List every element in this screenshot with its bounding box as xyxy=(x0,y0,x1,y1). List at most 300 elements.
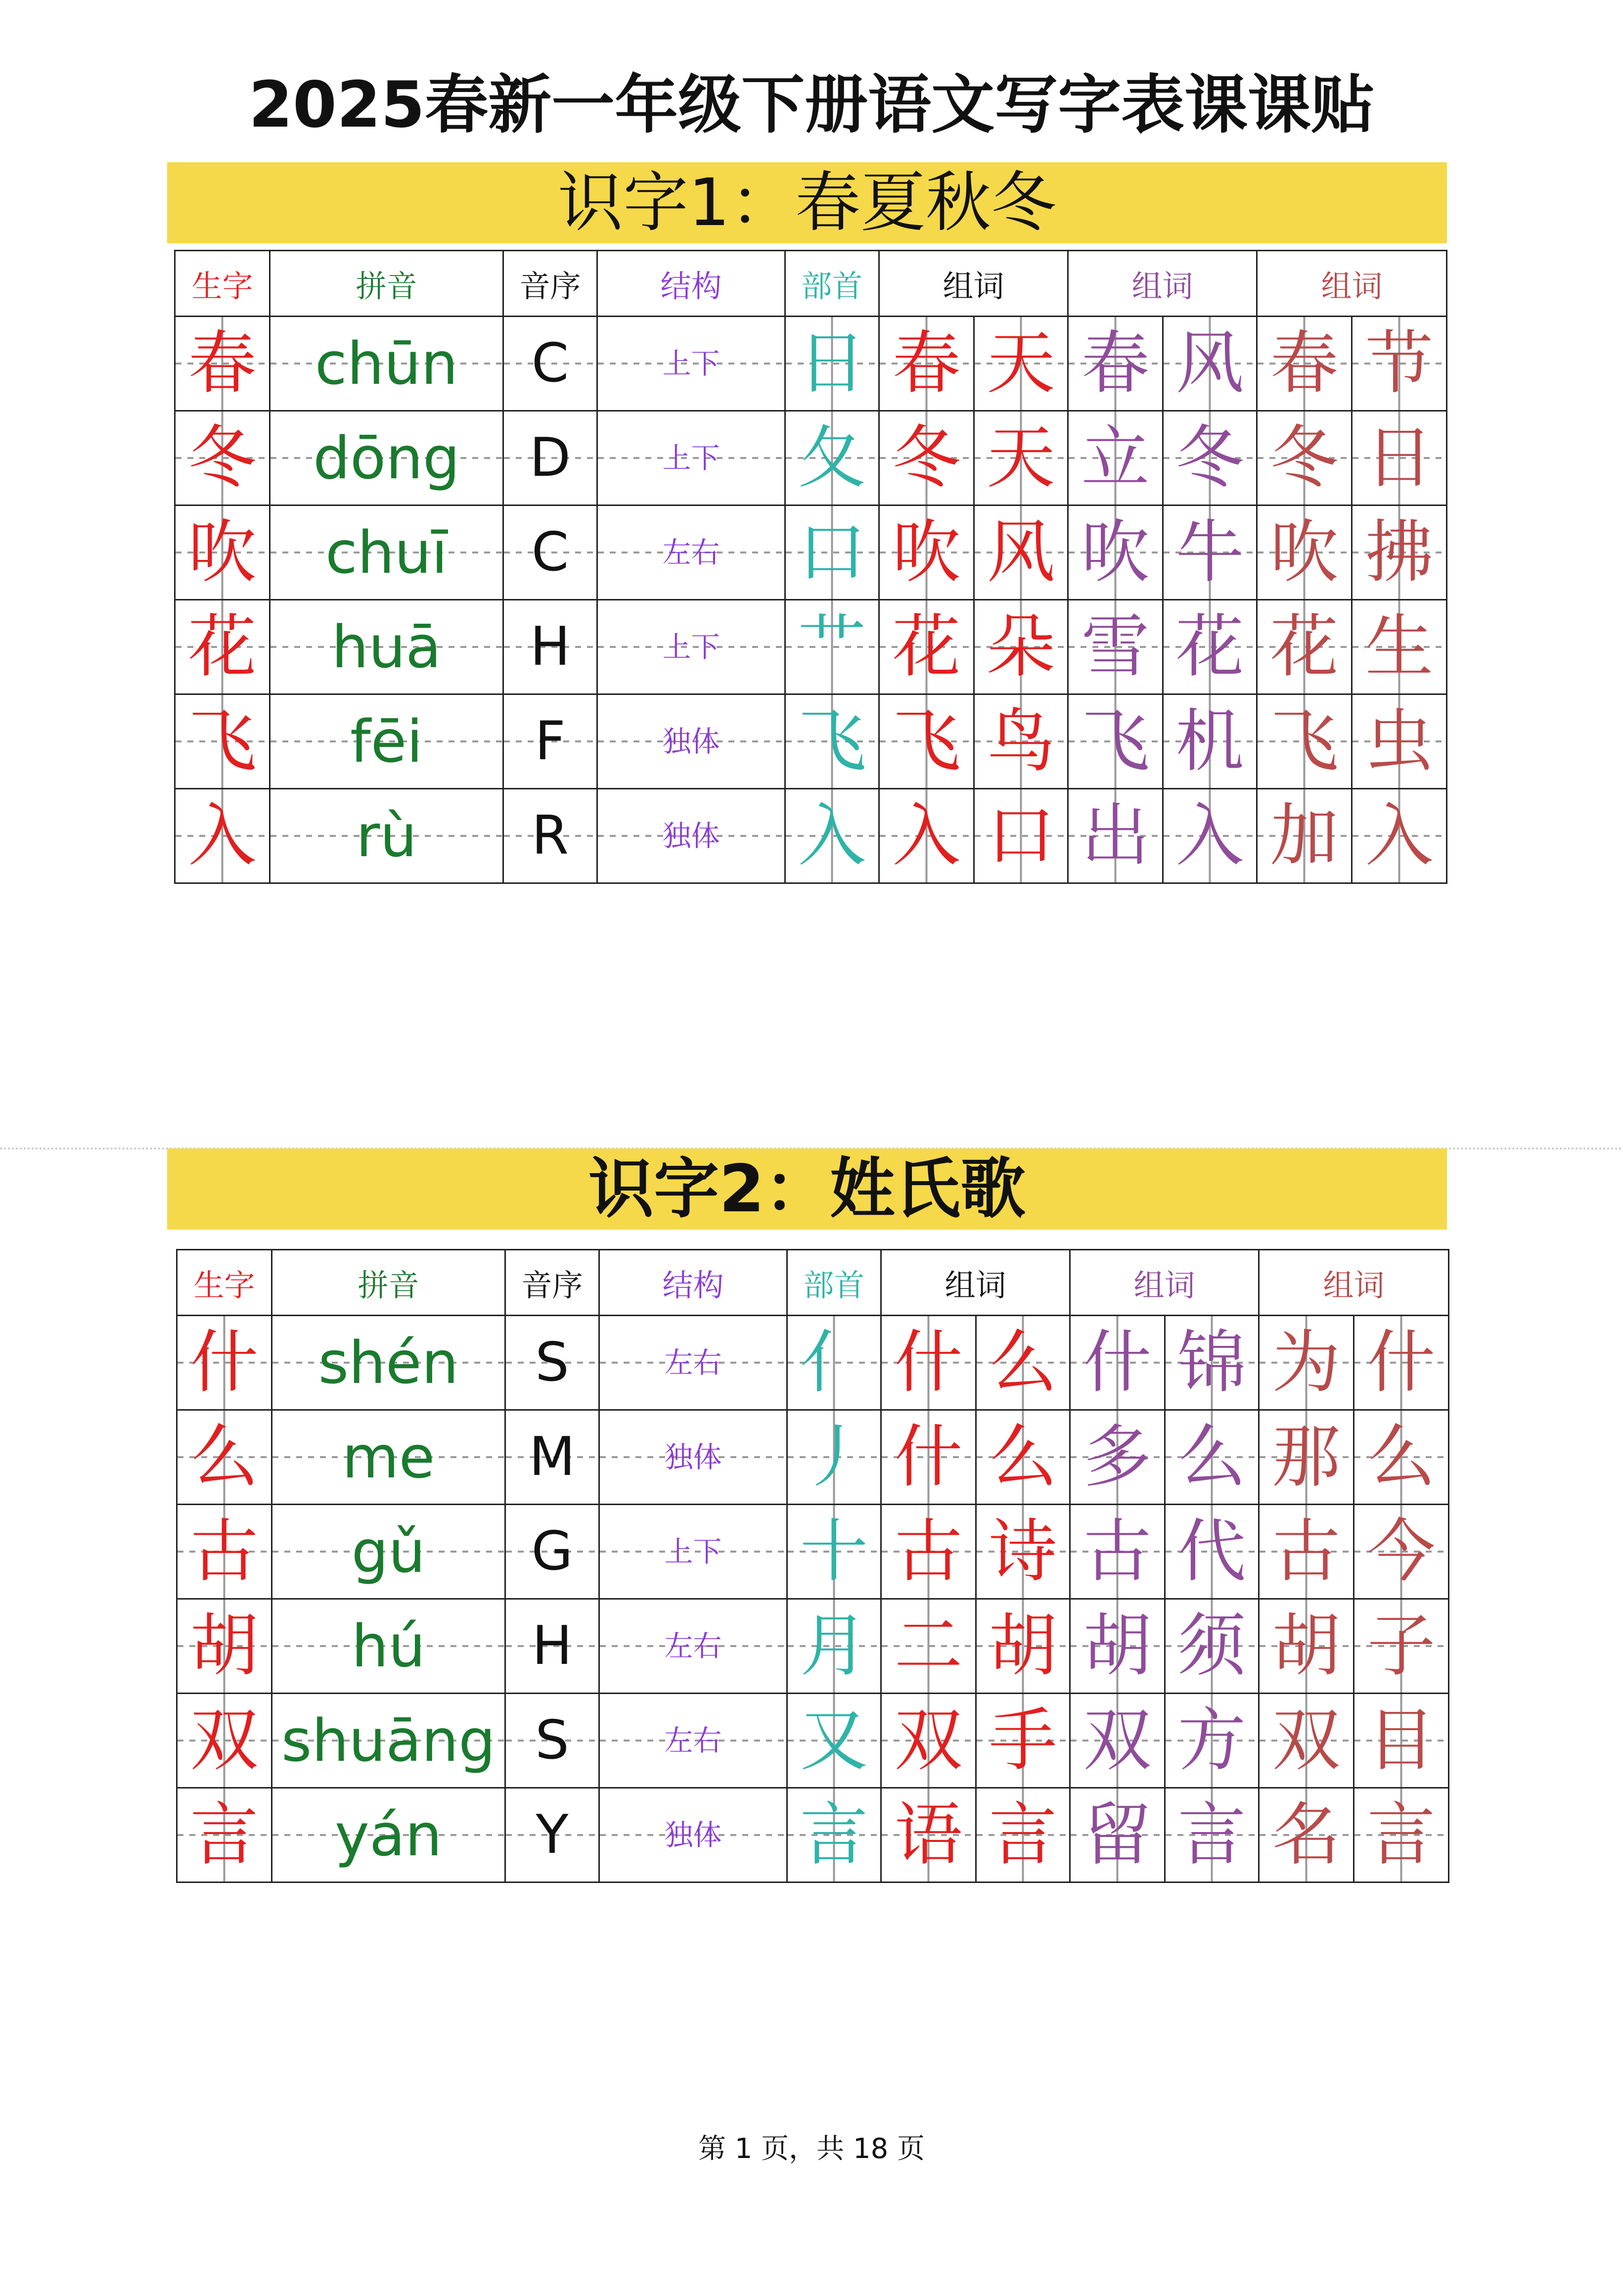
radical-cell xyxy=(787,1788,881,1883)
phonetic-order-cell xyxy=(503,694,597,789)
radical-cell-text: 言 xyxy=(800,1795,868,1875)
word-2-char-a-text: 出 xyxy=(1081,796,1150,875)
word-2-char-a xyxy=(1068,411,1163,505)
word-3-char-b xyxy=(1352,694,1447,789)
word-1-char-b xyxy=(976,1694,1070,1788)
word-3-char-b-text: 么 xyxy=(1367,1417,1436,1497)
word-1-char-a-text: 冬 xyxy=(892,418,961,498)
word-2-char-b xyxy=(1165,1599,1259,1694)
word-1-char-b xyxy=(976,1316,1070,1410)
word-1-char-b xyxy=(974,505,1068,600)
structure-cell xyxy=(599,1505,787,1599)
pinyin-cell xyxy=(272,1599,505,1694)
new-char-cell-text: 花 xyxy=(188,607,257,687)
word-3-char-a-text: 吹 xyxy=(1270,512,1339,592)
word-2-char-b-text: 须 xyxy=(1177,1606,1246,1686)
word-1-char-a-text: 吹 xyxy=(892,512,961,592)
phonetic-order-cell-text: G xyxy=(531,1520,573,1582)
word-2-char-a xyxy=(1070,1505,1165,1599)
word-2-char-b-text: 言 xyxy=(1177,1795,1246,1875)
word-1-char-b-text: 天 xyxy=(987,418,1055,498)
pinyin-cell-text: rù xyxy=(356,802,417,870)
word-2-char-b-text: 锦 xyxy=(1177,1323,1246,1402)
word-1-char-a-text: 语 xyxy=(894,1795,963,1875)
phonetic-order-cell-text: M xyxy=(529,1426,576,1488)
word-2-char-a xyxy=(1070,1599,1165,1694)
word-3-char-a xyxy=(1257,411,1352,505)
pinyin-cell xyxy=(272,1316,505,1410)
word-3-char-b xyxy=(1354,1410,1449,1505)
word-2-char-b-text: 冬 xyxy=(1175,418,1244,498)
word-2-char-a-text: 什 xyxy=(1083,1323,1152,1402)
word-3-char-b-text: 入 xyxy=(1365,796,1434,875)
word-1-char-b-text: 手 xyxy=(989,1700,1057,1780)
header-words-1: 组词 xyxy=(879,251,1068,317)
word-3-char-a xyxy=(1257,317,1352,411)
pinyin-cell xyxy=(270,694,503,789)
word-1-char-b-text: 风 xyxy=(987,512,1055,592)
new-char-cell xyxy=(175,600,270,694)
word-3-char-a-text: 花 xyxy=(1270,607,1339,687)
pinyin-cell-text: fēi xyxy=(350,707,423,776)
radical-cell-text: 飞 xyxy=(798,701,866,781)
word-1-char-b xyxy=(976,1599,1070,1694)
word-3-char-b xyxy=(1352,317,1447,411)
header-order: 音序 xyxy=(505,1250,599,1316)
word-1-char-a xyxy=(881,1316,976,1410)
word-2-char-b-text: 风 xyxy=(1175,323,1244,403)
radical-cell xyxy=(787,1505,881,1599)
word-3-char-b xyxy=(1354,1599,1449,1694)
word-3-char-a xyxy=(1259,1788,1354,1883)
radical-cell-text: 亻 xyxy=(800,1323,868,1402)
radical-cell-text: 月 xyxy=(800,1606,868,1686)
phonetic-order-cell-text: F xyxy=(535,710,566,772)
page-title: 2025春新一年级下册语文写字表课课贴 xyxy=(248,68,1375,142)
header-order: 音序 xyxy=(503,251,597,317)
new-char-cell xyxy=(175,789,270,883)
header-structure: 结构 xyxy=(597,251,785,317)
phonetic-order-cell xyxy=(505,1316,599,1410)
header-char: 生字 xyxy=(175,251,270,317)
word-3-char-a-text: 古 xyxy=(1272,1512,1341,1591)
new-char-cell-text: 入 xyxy=(188,796,257,875)
phonetic-order-cell-text: H xyxy=(532,1615,573,1677)
pinyin-cell xyxy=(272,1410,505,1505)
structure-cell-text: 上下 xyxy=(662,441,720,475)
word-3-char-a xyxy=(1259,1599,1354,1694)
word-2-char-b xyxy=(1163,505,1257,600)
header-words-1: 组词 xyxy=(881,1250,1070,1316)
new-char-cell xyxy=(177,1410,272,1505)
radical-cell xyxy=(785,694,879,789)
word-1-char-b-text: 么 xyxy=(989,1417,1057,1497)
word-2-char-b-text: 代 xyxy=(1177,1512,1246,1591)
word-1-char-b-text: 天 xyxy=(987,323,1055,403)
phonetic-order-cell-text: C xyxy=(531,332,569,394)
new-char-cell xyxy=(175,317,270,411)
word-1-char-a xyxy=(881,1599,976,1694)
new-char-cell-text: 言 xyxy=(190,1795,259,1875)
word-1-char-b-text: 鸟 xyxy=(987,701,1055,781)
word-2-char-a xyxy=(1070,1694,1165,1788)
word-3-char-a xyxy=(1257,789,1352,883)
structure-cell xyxy=(599,1788,787,1883)
word-1-char-a xyxy=(879,694,974,789)
word-2-char-a xyxy=(1070,1410,1165,1505)
word-3-char-a-text: 双 xyxy=(1272,1700,1341,1780)
header-pinyin: 拼音 xyxy=(272,1250,505,1316)
word-3-char-a xyxy=(1257,694,1352,789)
structure-cell xyxy=(597,411,785,505)
word-1-char-a xyxy=(879,789,974,883)
table-row xyxy=(175,694,1447,789)
word-2-char-a-text: 吹 xyxy=(1081,512,1150,592)
structure-cell xyxy=(599,1410,787,1505)
radical-cell xyxy=(785,789,879,883)
lesson-2-writing-table xyxy=(176,1249,1449,1883)
new-char-cell xyxy=(177,1599,272,1694)
pinyin-cell xyxy=(272,1694,505,1788)
radical-cell-text: 入 xyxy=(798,796,866,875)
pinyin-cell xyxy=(270,600,503,694)
radical-cell xyxy=(785,600,879,694)
structure-cell-text: 独体 xyxy=(664,1440,722,1474)
word-3-char-a-text: 名 xyxy=(1272,1795,1341,1875)
phonetic-order-cell xyxy=(505,1505,599,1599)
table-row xyxy=(177,1410,1449,1505)
radical-cell-text: 日 xyxy=(798,323,866,403)
word-3-char-b xyxy=(1354,1316,1449,1410)
header-words-2: 组词 xyxy=(1068,251,1257,317)
new-char-cell-text: 吹 xyxy=(188,512,257,592)
pinyin-cell xyxy=(270,317,503,411)
structure-cell-text: 独体 xyxy=(662,725,720,758)
word-3-char-a xyxy=(1259,1316,1354,1410)
word-2-char-b xyxy=(1163,694,1257,789)
word-2-char-a-text: 留 xyxy=(1083,1795,1152,1875)
word-3-char-a-text: 飞 xyxy=(1270,701,1339,781)
word-3-char-a-text: 春 xyxy=(1270,323,1339,403)
word-3-char-b xyxy=(1352,600,1447,694)
word-2-char-b-text: 花 xyxy=(1175,607,1244,687)
word-2-char-a-text: 雪 xyxy=(1081,607,1150,687)
pinyin-cell-text: shuāng xyxy=(281,1706,496,1775)
word-3-char-b xyxy=(1352,789,1447,883)
word-3-char-a xyxy=(1257,600,1352,694)
phonetic-order-cell-text: H xyxy=(530,616,571,678)
pinyin-cell-text: yán xyxy=(335,1801,442,1869)
phonetic-order-cell-text: D xyxy=(529,427,571,489)
pinyin-cell-text: chūn xyxy=(315,329,458,398)
new-char-cell xyxy=(177,1694,272,1788)
word-1-char-a-text: 二 xyxy=(894,1606,963,1686)
new-char-cell-text: 双 xyxy=(190,1700,259,1780)
word-1-char-b-text: 诗 xyxy=(989,1512,1057,1591)
word-1-char-a xyxy=(879,317,974,411)
word-1-char-b xyxy=(974,317,1068,411)
word-3-char-b xyxy=(1352,505,1447,600)
table-row xyxy=(175,505,1447,600)
word-1-char-b-text: 么 xyxy=(989,1323,1057,1402)
word-2-char-b xyxy=(1163,600,1257,694)
radical-cell xyxy=(785,411,879,505)
phonetic-order-cell xyxy=(505,1410,599,1505)
word-3-char-b xyxy=(1354,1788,1449,1883)
word-1-char-a-text: 入 xyxy=(892,796,961,875)
pinyin-cell xyxy=(270,789,503,883)
word-2-char-a xyxy=(1068,505,1163,600)
word-2-char-a-text: 多 xyxy=(1083,1417,1152,1497)
lesson-2-banner: 识字2：姓氏歌 xyxy=(167,1148,1447,1230)
table-row xyxy=(175,789,1447,883)
new-char-cell xyxy=(175,694,270,789)
pinyin-cell-text: gǔ xyxy=(351,1517,426,1586)
word-2-char-a xyxy=(1068,789,1163,883)
word-1-char-a xyxy=(879,411,974,505)
table-row xyxy=(177,1599,1449,1694)
phonetic-order-cell xyxy=(505,1788,599,1883)
word-1-char-b xyxy=(974,600,1068,694)
word-2-char-a-text: 立 xyxy=(1081,418,1150,498)
word-2-char-b-text: 方 xyxy=(1177,1700,1246,1780)
word-2-char-a xyxy=(1068,694,1163,789)
table-row xyxy=(175,600,1447,694)
word-1-char-a-text: 花 xyxy=(892,607,961,687)
word-1-char-b-text: 言 xyxy=(989,1795,1057,1875)
pinyin-cell-text: dōng xyxy=(313,424,460,492)
phonetic-order-cell-text: R xyxy=(531,805,569,867)
new-char-cell xyxy=(177,1505,272,1599)
radical-cell-text: 十 xyxy=(800,1512,868,1591)
phonetic-order-cell xyxy=(503,411,597,505)
word-2-char-b-text: 么 xyxy=(1177,1417,1246,1497)
word-3-char-a-text: 为 xyxy=(1272,1323,1341,1402)
word-1-char-b xyxy=(974,411,1068,505)
structure-cell-text: 左右 xyxy=(662,536,720,569)
word-1-char-a xyxy=(881,1694,976,1788)
word-3-char-a xyxy=(1257,505,1352,600)
word-2-char-b xyxy=(1163,789,1257,883)
radical-cell-text: 艹 xyxy=(798,607,866,687)
header-words-3: 组词 xyxy=(1257,251,1447,317)
phonetic-order-cell xyxy=(505,1599,599,1694)
word-2-char-a-text: 双 xyxy=(1083,1700,1152,1780)
structure-cell xyxy=(597,694,785,789)
pinyin-cell xyxy=(270,411,503,505)
table-row xyxy=(175,411,1447,505)
word-1-char-b-text: 口 xyxy=(987,796,1055,875)
word-3-char-b-text: 虫 xyxy=(1365,701,1434,781)
word-2-char-b xyxy=(1165,1694,1259,1788)
table-row xyxy=(175,317,1447,411)
word-2-char-b xyxy=(1165,1505,1259,1599)
table-header-row xyxy=(177,1250,1449,1316)
radical-cell-text: 夂 xyxy=(798,418,866,498)
word-3-char-a-text: 那 xyxy=(1272,1417,1341,1497)
radical-cell-text: 口 xyxy=(798,512,866,592)
word-3-char-a xyxy=(1259,1694,1354,1788)
structure-cell-text: 上下 xyxy=(664,1535,722,1568)
pinyin-cell-text: chuī xyxy=(325,518,448,587)
phonetic-order-cell xyxy=(503,505,597,600)
pinyin-cell xyxy=(272,1505,505,1599)
word-1-char-a-text: 春 xyxy=(892,323,961,403)
radical-cell xyxy=(787,1694,881,1788)
word-3-char-b xyxy=(1354,1505,1449,1599)
word-1-char-a-text: 飞 xyxy=(892,701,961,781)
word-1-char-b xyxy=(974,789,1068,883)
radical-cell xyxy=(785,505,879,600)
table-row xyxy=(177,1316,1449,1410)
word-2-char-a-text: 飞 xyxy=(1081,701,1150,781)
word-1-char-a xyxy=(879,600,974,694)
table-header-row xyxy=(175,251,1447,317)
word-2-char-b xyxy=(1165,1410,1259,1505)
word-1-char-b xyxy=(976,1505,1070,1599)
lesson-1-writing-table xyxy=(174,250,1447,884)
word-1-char-a-text: 双 xyxy=(894,1700,963,1780)
structure-cell xyxy=(599,1599,787,1694)
word-3-char-a-text: 冬 xyxy=(1270,418,1339,498)
structure-cell xyxy=(599,1316,787,1410)
header-words-2: 组词 xyxy=(1070,1250,1259,1316)
word-2-char-a xyxy=(1070,1316,1165,1410)
new-char-cell-text: 么 xyxy=(190,1417,259,1497)
phonetic-order-cell xyxy=(503,789,597,883)
word-2-char-a-text: 古 xyxy=(1083,1512,1152,1591)
table-row xyxy=(177,1694,1449,1788)
radical-cell xyxy=(785,317,879,411)
word-1-char-a-text: 什 xyxy=(894,1417,963,1497)
word-2-char-b xyxy=(1163,411,1257,505)
structure-cell xyxy=(597,600,785,694)
pinyin-cell-text: huā xyxy=(331,613,442,681)
word-1-char-a xyxy=(881,1410,976,1505)
word-1-char-a xyxy=(881,1505,976,1599)
structure-cell xyxy=(599,1694,787,1788)
word-2-char-a-text: 春 xyxy=(1081,323,1150,403)
phonetic-order-cell xyxy=(503,317,597,411)
phonetic-order-cell-text: S xyxy=(535,1709,569,1771)
new-char-cell-text: 春 xyxy=(188,323,257,403)
word-1-char-b xyxy=(976,1788,1070,1883)
new-char-cell-text: 冬 xyxy=(188,418,257,498)
structure-cell-text: 独体 xyxy=(662,819,720,853)
new-char-cell xyxy=(177,1788,272,1883)
header-pinyin: 拼音 xyxy=(270,251,503,317)
word-2-char-a xyxy=(1068,600,1163,694)
word-1-char-a-text: 古 xyxy=(894,1512,963,1591)
word-2-char-b-text: 入 xyxy=(1175,796,1244,875)
word-3-char-b-text: 子 xyxy=(1367,1606,1436,1686)
radical-cell xyxy=(787,1316,881,1410)
word-3-char-a xyxy=(1259,1505,1354,1599)
header-words-3: 组词 xyxy=(1259,1250,1449,1316)
word-3-char-a-text: 加 xyxy=(1270,796,1339,875)
pinyin-cell-text: shén xyxy=(318,1329,459,1397)
phonetic-order-cell-text: S xyxy=(535,1332,569,1393)
page-footer: 第 1 页，共 18 页 xyxy=(698,2133,925,2165)
radical-cell-text: 丿 xyxy=(800,1417,868,1497)
structure-cell xyxy=(597,789,785,883)
word-1-char-b xyxy=(974,694,1068,789)
word-2-char-b-text: 机 xyxy=(1175,701,1244,781)
word-2-char-a-text: 胡 xyxy=(1083,1606,1152,1686)
word-3-char-a xyxy=(1259,1410,1354,1505)
phonetic-order-cell xyxy=(505,1694,599,1788)
word-3-char-b xyxy=(1354,1694,1449,1788)
pinyin-cell-text: me xyxy=(342,1423,435,1491)
radical-cell xyxy=(787,1599,881,1694)
phonetic-order-cell-text: Y xyxy=(536,1804,569,1866)
structure-cell-text: 左右 xyxy=(664,1724,722,1757)
new-char-cell xyxy=(177,1316,272,1410)
new-char-cell xyxy=(175,411,270,505)
word-1-char-a xyxy=(881,1788,976,1883)
word-1-char-b xyxy=(976,1410,1070,1505)
structure-cell-text: 左右 xyxy=(664,1346,722,1379)
word-3-char-b-text: 目 xyxy=(1367,1700,1436,1780)
word-2-char-b xyxy=(1165,1788,1259,1883)
pinyin-cell-text: hú xyxy=(351,1612,426,1680)
pinyin-cell xyxy=(272,1788,505,1883)
header-char: 生字 xyxy=(177,1250,272,1316)
word-3-char-b xyxy=(1352,411,1447,505)
structure-cell-text: 上下 xyxy=(662,347,720,380)
word-3-char-b-text: 生 xyxy=(1365,607,1434,687)
structure-cell xyxy=(597,505,785,600)
new-char-cell-text: 飞 xyxy=(188,701,257,781)
word-1-char-a xyxy=(879,505,974,600)
word-2-char-b xyxy=(1163,317,1257,411)
phonetic-order-cell xyxy=(503,600,597,694)
phonetic-order-cell-text: C xyxy=(531,521,569,583)
radical-cell-text: 又 xyxy=(800,1700,868,1780)
new-char-cell xyxy=(175,505,270,600)
word-3-char-b-text: 言 xyxy=(1367,1795,1436,1875)
header-structure: 结构 xyxy=(599,1250,787,1316)
table-row xyxy=(177,1788,1449,1883)
word-3-char-b-text: 日 xyxy=(1365,418,1434,498)
word-2-char-b xyxy=(1165,1316,1259,1410)
word-2-char-a xyxy=(1070,1788,1165,1883)
word-3-char-b-text: 拂 xyxy=(1365,512,1434,592)
structure-cell-text: 独体 xyxy=(664,1818,722,1852)
structure-cell-text: 上下 xyxy=(662,630,720,664)
word-2-char-a xyxy=(1068,317,1163,411)
word-1-char-b-text: 胡 xyxy=(989,1606,1057,1686)
header-radical: 部首 xyxy=(787,1250,881,1316)
radical-cell xyxy=(787,1410,881,1505)
new-char-cell-text: 胡 xyxy=(190,1606,259,1686)
table-row xyxy=(177,1505,1449,1599)
new-char-cell-text: 什 xyxy=(190,1323,259,1402)
pinyin-cell xyxy=(270,505,503,600)
word-3-char-a-text: 胡 xyxy=(1272,1606,1341,1686)
structure-cell-text: 左右 xyxy=(664,1629,722,1663)
header-radical: 部首 xyxy=(785,251,879,317)
word-3-char-b-text: 节 xyxy=(1365,323,1434,403)
word-1-char-b-text: 朵 xyxy=(987,607,1055,687)
word-3-char-b-text: 什 xyxy=(1367,1323,1436,1402)
structure-cell xyxy=(597,317,785,411)
word-3-char-b-text: 今 xyxy=(1367,1512,1436,1591)
lesson-1-banner: 识字1：春夏秋冬 xyxy=(167,162,1447,243)
word-2-char-b-text: 牛 xyxy=(1175,512,1244,592)
word-1-char-a-text: 什 xyxy=(894,1323,963,1402)
new-char-cell-text: 古 xyxy=(190,1512,259,1591)
